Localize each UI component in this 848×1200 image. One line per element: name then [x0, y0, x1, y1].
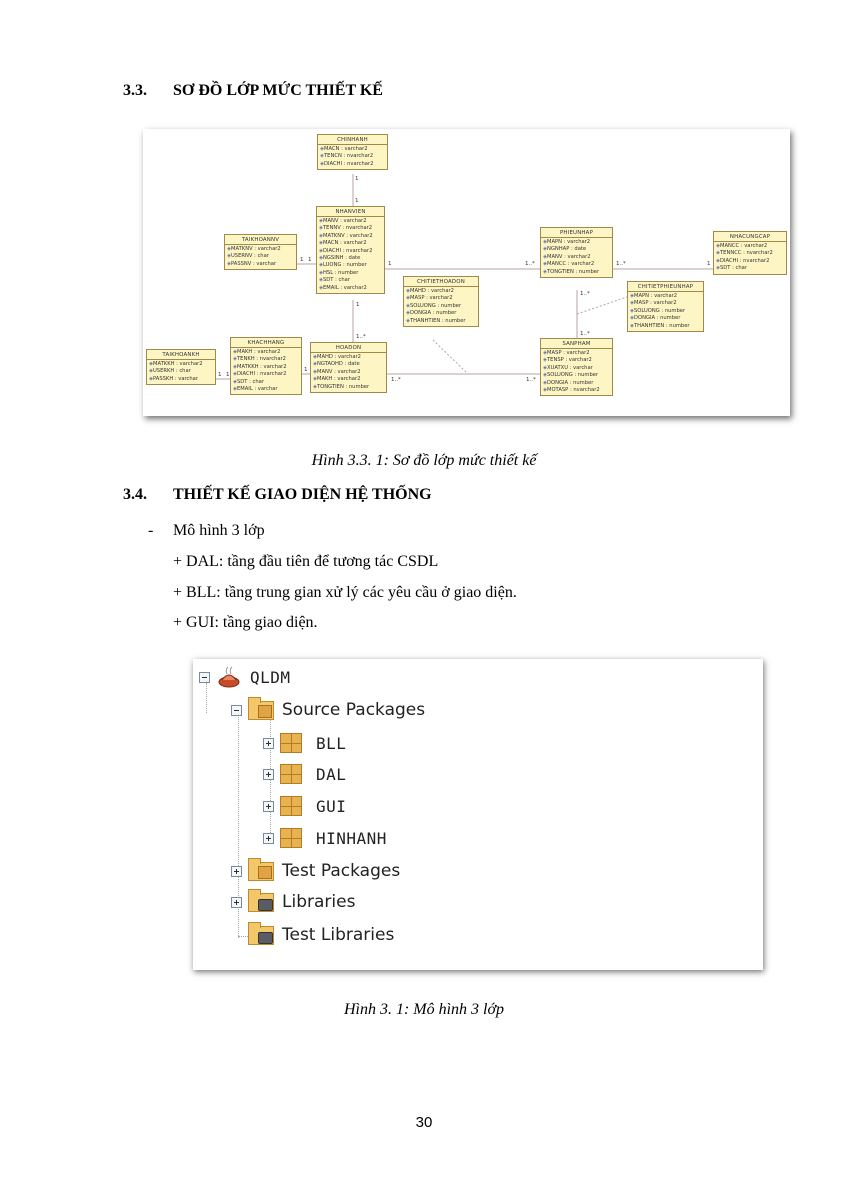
- section-title: SƠ ĐỒ LỚP MỨC THIẾT KẾ: [173, 82, 383, 99]
- section-number: 3.4.: [123, 486, 147, 503]
- expand-icon[interactable]: [231, 897, 242, 908]
- attribute-text: TENNV : nvarchar2: [323, 225, 373, 232]
- section-title: THIẾT KẾ GIAO DIỆN HỆ THỐNG: [173, 486, 432, 503]
- attribute-text: MATKKH : varchar2: [153, 361, 203, 367]
- class-attributes: [541, 349, 612, 395]
- class-attribute: [319, 285, 382, 292]
- attribute-text: TONGTIEN : number: [317, 383, 370, 390]
- package-label: BLL: [316, 733, 347, 753]
- class-attribute: [313, 354, 384, 361]
- class-attribute: [406, 288, 476, 295]
- mult-label: 1: [356, 302, 360, 308]
- class-attribute: [149, 376, 213, 383]
- section-number: 3.3.: [123, 82, 147, 99]
- class-attribute: [233, 386, 299, 393]
- attribute-icon: ◈: [406, 295, 410, 302]
- attribute-icon: ◈: [233, 371, 237, 378]
- mult-label: 1..*: [356, 334, 366, 340]
- class-attribute: [716, 243, 784, 250]
- class-attribute: [406, 303, 476, 310]
- mult-label: 1: [218, 372, 222, 378]
- attribute-text: MACN : varchar2: [323, 240, 367, 247]
- class-chinhanh: [317, 134, 388, 170]
- attribute-text: MAHD : varchar2: [317, 354, 361, 360]
- class-attribute: [313, 361, 384, 368]
- folder-icon: [248, 862, 274, 881]
- class-name: HOADON: [311, 343, 386, 353]
- figure-caption: Hình 3. 1: Mô hình 3 lớp: [343, 1001, 505, 1018]
- attribute-text: THANHTIEN : number: [410, 317, 466, 324]
- attribute-icon: ◈: [233, 363, 237, 370]
- attribute-icon: ◈: [630, 315, 634, 322]
- class-name: TAIKHOANKH: [147, 350, 215, 360]
- class-attribute: [630, 323, 701, 330]
- expand-icon[interactable]: [263, 833, 274, 844]
- tree-node-libraries[interactable]: [231, 887, 355, 917]
- attribute-icon: ◈: [716, 250, 720, 257]
- attribute-icon: ◈: [630, 300, 634, 307]
- tree-node-package[interactable]: [263, 791, 346, 821]
- attribute-icon: ◈: [406, 302, 410, 309]
- body-line: + DAL: tầng đầu tiên để tương tác CSDL: [173, 553, 439, 570]
- attribute-icon: ◈: [406, 288, 410, 294]
- class-attribute: [716, 265, 784, 272]
- attribute-text: TENSP : varchar2: [547, 357, 592, 364]
- class-chitietphieunhap: [627, 281, 704, 332]
- tree-node-root[interactable]: [199, 662, 291, 692]
- attribute-text: EMAIL : varchar2: [323, 284, 367, 291]
- class-attribute: [319, 277, 382, 284]
- class-attributes: [541, 238, 612, 277]
- mult-label: 1: [226, 372, 230, 378]
- class-attribute: [543, 387, 610, 394]
- project-tree: [193, 659, 763, 970]
- library-folder-icon: [248, 926, 274, 945]
- attribute-text: TENCN : nvarchar2: [324, 153, 374, 160]
- attribute-icon: ◈: [543, 387, 547, 394]
- class-chitiethoadon: [403, 276, 479, 327]
- attribute-icon: ◈: [319, 277, 323, 284]
- class-attributes: [311, 353, 386, 392]
- class-attributes: [714, 242, 786, 274]
- class-nhanvien: [316, 206, 385, 294]
- tree-node-test-packages[interactable]: [231, 856, 400, 886]
- attribute-text: MATKKH : varchar2: [237, 363, 287, 370]
- attribute-text: XUATXU : varchar: [547, 364, 593, 371]
- class-attributes: [628, 292, 703, 331]
- collapse-icon[interactable]: [231, 705, 242, 716]
- class-attribute: [320, 161, 385, 168]
- mult-label: 1: [355, 198, 359, 204]
- page-number: 30: [415, 1114, 433, 1131]
- class-attribute: [543, 254, 610, 261]
- attribute-text: DONGIA : number: [634, 315, 681, 322]
- mult-label: 1: [355, 176, 359, 182]
- class-attribute: [319, 225, 382, 232]
- class-taikhoankh: [146, 349, 216, 385]
- class-name: PHIEUNHAP: [541, 228, 612, 238]
- bullet-marker: -: [148, 522, 154, 539]
- attribute-icon: ◈: [319, 240, 323, 247]
- attribute-icon: ◈: [319, 218, 323, 224]
- collapse-icon[interactable]: [199, 672, 210, 683]
- class-attribute: [233, 356, 299, 363]
- class-name: SANPHAM: [541, 339, 612, 349]
- class-attribute: [630, 300, 701, 307]
- class-attribute: [543, 365, 610, 372]
- bullet-intro: Mô hình 3 lớp: [173, 522, 265, 539]
- attribute-text: MATKNV : varchar2: [323, 232, 373, 239]
- class-attribute: [406, 310, 476, 317]
- attribute-icon: ◈: [319, 255, 323, 262]
- expand-icon[interactable]: [263, 738, 274, 749]
- attribute-text: SDT : char: [237, 378, 264, 385]
- class-attribute: [227, 253, 294, 260]
- attribute-icon: ◈: [716, 265, 720, 272]
- class-sanpham: [540, 338, 613, 396]
- class-attributes: [317, 217, 384, 293]
- class-attributes: [404, 287, 478, 326]
- figure-caption: Hình 3.3. 1: Sơ đồ lớp mức thiết kế: [311, 452, 537, 469]
- library-folder-icon: [248, 893, 274, 912]
- package-label: GUI: [316, 796, 347, 816]
- mult-label: 1..*: [526, 377, 536, 383]
- class-attribute: [543, 269, 610, 276]
- attribute-text: NGSINH : date: [323, 255, 361, 262]
- attribute-icon: ◈: [406, 310, 410, 317]
- mult-label: 1: [300, 257, 304, 263]
- body-line: + GUI: tầng giao diện.: [173, 614, 318, 631]
- mult-label: 1: [388, 261, 392, 267]
- attribute-icon: ◈: [543, 239, 547, 245]
- body-line: + BLL: tầng trung gian xử lý các yêu cầu ở giao diện.: [173, 584, 517, 601]
- attribute-text: SDT : char: [720, 265, 747, 272]
- attribute-text: MAKH : varchar2: [237, 349, 281, 355]
- attribute-text: MAKH : varchar2: [317, 376, 361, 383]
- attribute-text: PASSNV : varchar: [231, 260, 277, 267]
- class-attribute: [543, 350, 610, 357]
- attribute-text: EMAIL : varchar: [237, 386, 278, 393]
- class-attribute: [319, 255, 382, 262]
- attribute-text: DIACHI : nvarchar2: [323, 247, 373, 254]
- attribute-icon: ◈: [313, 368, 317, 375]
- attribute-icon: ◈: [233, 386, 237, 393]
- mult-label: 1..*: [580, 331, 590, 337]
- assoc-cthd: [433, 340, 468, 374]
- class-attribute: [320, 153, 385, 160]
- class-attribute: [149, 361, 213, 368]
- expand-icon[interactable]: [231, 866, 242, 877]
- attribute-text: DIACHI : nvarchar2: [324, 160, 374, 167]
- class-attribute: [543, 357, 610, 364]
- attribute-text: MAHD : varchar2: [410, 288, 454, 294]
- attribute-text: MANCC : varchar2: [547, 261, 595, 268]
- attribute-text: DONGIA : number: [410, 310, 457, 317]
- mult-label: 1: [308, 257, 312, 263]
- attribute-text: MANV : varchar2: [547, 253, 591, 260]
- mult-label: 1: [707, 261, 711, 267]
- tree-node-test-libraries[interactable]: [248, 920, 394, 950]
- attribute-text: MAPN : varchar2: [547, 239, 591, 245]
- package-icon: [280, 764, 302, 784]
- attribute-text: TONGTIEN : number: [547, 268, 600, 275]
- class-attribute: [716, 250, 784, 257]
- class-name: NHACUNGCAP: [714, 232, 786, 242]
- attribute-text: MAPN : varchar2: [634, 293, 678, 299]
- tree-node-package[interactable]: [263, 759, 346, 789]
- attribute-icon: ◈: [319, 225, 323, 232]
- mult-label: 1..*: [616, 261, 626, 267]
- attribute-text: MOTASP : nvarchar2: [547, 387, 600, 394]
- mult-label: 1..*: [525, 261, 535, 267]
- attribute-text: MANV : varchar2: [323, 218, 367, 224]
- mult-label: 1..*: [391, 377, 401, 383]
- tree-node-source-packages[interactable]: [231, 695, 425, 725]
- attribute-icon: ◈: [630, 293, 634, 299]
- package-label: HINHANH: [316, 828, 387, 848]
- class-attribute: [406, 318, 476, 325]
- class-attribute: [233, 379, 299, 386]
- attribute-text: MANV : varchar2: [317, 368, 361, 375]
- attribute-text: MATKNV : varchar2: [231, 246, 281, 252]
- attribute-icon: ◈: [543, 268, 547, 275]
- attribute-icon: ◈: [630, 307, 634, 314]
- class-attribute: [313, 384, 384, 391]
- attribute-icon: ◈: [319, 262, 323, 269]
- assoc-ctpn: [577, 297, 627, 314]
- attribute-icon: ◈: [319, 232, 323, 239]
- attribute-text: MASP : varchar2: [634, 300, 677, 307]
- class-name: CHITIETHOADON: [404, 277, 478, 287]
- attribute-icon: ◈: [313, 383, 317, 390]
- package-icon: [280, 796, 302, 816]
- mult-label: 1: [304, 367, 308, 373]
- class-name: KHACHHANG: [231, 338, 301, 348]
- attribute-icon: ◈: [543, 246, 547, 253]
- class-attribute: [319, 248, 382, 255]
- attribute-icon: ◈: [149, 375, 153, 382]
- attribute-icon: ◈: [149, 368, 153, 375]
- class-name: TAIKHOANNV: [225, 235, 296, 245]
- attribute-icon: ◈: [233, 356, 237, 363]
- class-attribute: [320, 146, 385, 153]
- attribute-text: DIACHI : nvarchar2: [720, 257, 770, 264]
- tree-node-label: Test Libraries: [282, 925, 395, 945]
- java-project-icon: [216, 666, 242, 688]
- class-attribute: [319, 218, 382, 225]
- class-phieunhap: [540, 227, 613, 278]
- class-attributes: [147, 360, 215, 384]
- class-attributes: [318, 145, 387, 169]
- class-name: NHANVIEN: [317, 207, 384, 217]
- tree-node-package[interactable]: [263, 728, 346, 758]
- class-attribute: [630, 315, 701, 322]
- attribute-text: SOLUONG : number: [547, 372, 599, 379]
- attribute-icon: ◈: [313, 354, 317, 360]
- attribute-icon: ◈: [227, 260, 231, 267]
- attribute-icon: ◈: [233, 378, 237, 385]
- tree-node-label: Test Packages: [282, 861, 401, 881]
- attribute-text: DIACHI : nvarchar2: [237, 371, 287, 378]
- tree-node-package[interactable]: [263, 823, 387, 853]
- class-attributes: [225, 245, 296, 269]
- class-attribute: [319, 270, 382, 277]
- class-attribute: [227, 261, 294, 268]
- class-attribute: [319, 240, 382, 247]
- attribute-icon: ◈: [543, 350, 547, 356]
- class-attribute: [233, 349, 299, 356]
- attribute-text: NGTAOHD : date: [317, 361, 360, 368]
- class-attribute: [543, 372, 610, 379]
- attribute-icon: ◈: [319, 247, 323, 254]
- attribute-icon: ◈: [227, 253, 231, 260]
- tree-node-label: Source Packages: [282, 700, 426, 720]
- attribute-text: HSL : number: [323, 269, 359, 276]
- attribute-text: USERKH : char: [153, 368, 191, 375]
- attribute-text: PASSKH : varchar: [153, 375, 198, 382]
- class-attribute: [406, 295, 476, 302]
- class-attribute: [543, 380, 610, 387]
- uml-class-diagram: [143, 129, 790, 416]
- class-attribute: [227, 246, 294, 253]
- class-attribute: [716, 258, 784, 265]
- class-attribute: [313, 376, 384, 383]
- attribute-icon: ◈: [543, 372, 547, 379]
- attribute-icon: ◈: [320, 160, 324, 167]
- class-attribute: [630, 293, 701, 300]
- attribute-icon: ◈: [543, 357, 547, 364]
- attribute-text: NGNHAP : date: [547, 246, 587, 253]
- attribute-icon: ◈: [716, 257, 720, 264]
- section-heading-3-4: [123, 486, 432, 504]
- package-icon: [280, 733, 302, 753]
- class-name: CHINHANH: [318, 135, 387, 145]
- class-taikhoannv: [224, 234, 297, 270]
- package-label: DAL: [316, 764, 347, 784]
- class-hoadon: [310, 342, 387, 393]
- class-attribute: [149, 368, 213, 375]
- attribute-icon: ◈: [543, 379, 547, 386]
- expand-icon[interactable]: [263, 801, 274, 812]
- folder-icon: [248, 701, 274, 720]
- class-attribute: [233, 364, 299, 371]
- attribute-icon: ◈: [406, 317, 410, 324]
- attribute-text: MANCC : varchar2: [720, 243, 768, 249]
- section-heading-3-3: [123, 82, 383, 100]
- class-attribute: [313, 369, 384, 376]
- attribute-text: LUONG : number: [323, 262, 367, 269]
- class-attribute: [543, 239, 610, 246]
- attribute-text: MASP : varchar2: [547, 350, 590, 356]
- attribute-icon: ◈: [543, 364, 547, 371]
- tree-node-label: Libraries: [282, 892, 356, 912]
- attribute-text: THANHTIEN : number: [634, 322, 690, 329]
- attribute-icon: ◈: [630, 322, 634, 329]
- class-khachhang: [230, 337, 302, 395]
- attribute-text: TENKH : nvarchar2: [237, 356, 286, 363]
- class-name: CHITIETPHIEUNHAP: [628, 282, 703, 292]
- attribute-icon: ◈: [320, 153, 324, 160]
- expand-icon[interactable]: [263, 769, 274, 780]
- project-name: QLDM: [250, 667, 291, 687]
- attribute-icon: ◈: [543, 261, 547, 268]
- mult-label: 1..*: [580, 291, 590, 297]
- package-icon: [280, 828, 302, 848]
- class-attribute: [630, 308, 701, 315]
- class-attribute: [319, 233, 382, 240]
- class-nhacungcap: [713, 231, 787, 275]
- attribute-icon: ◈: [543, 253, 547, 260]
- attribute-text: TENNCC : nvarchar2: [720, 250, 773, 257]
- class-attribute: [319, 262, 382, 269]
- attribute-icon: ◈: [233, 349, 237, 355]
- class-attribute: [233, 371, 299, 378]
- class-attribute: [543, 261, 610, 268]
- attribute-icon: ◈: [320, 146, 324, 152]
- attribute-icon: ◈: [319, 269, 323, 276]
- attribute-icon: ◈: [149, 361, 153, 367]
- attribute-text: SOLUONG : number: [410, 302, 462, 309]
- attribute-text: MACN : varchar2: [324, 146, 368, 152]
- attribute-text: SDT : char: [323, 277, 350, 284]
- attribute-icon: ◈: [716, 243, 720, 249]
- attribute-icon: ◈: [227, 246, 231, 252]
- attribute-text: DONGIA : number: [547, 379, 594, 386]
- attribute-icon: ◈: [313, 376, 317, 383]
- attribute-icon: ◈: [313, 361, 317, 368]
- attribute-icon: ◈: [319, 284, 323, 291]
- attribute-text: SOLUONG : number: [634, 307, 686, 314]
- class-attributes: [231, 348, 301, 394]
- attribute-text: MASP : varchar2: [410, 295, 453, 302]
- attribute-text: USERNV : char: [231, 253, 269, 260]
- class-attribute: [543, 246, 610, 253]
